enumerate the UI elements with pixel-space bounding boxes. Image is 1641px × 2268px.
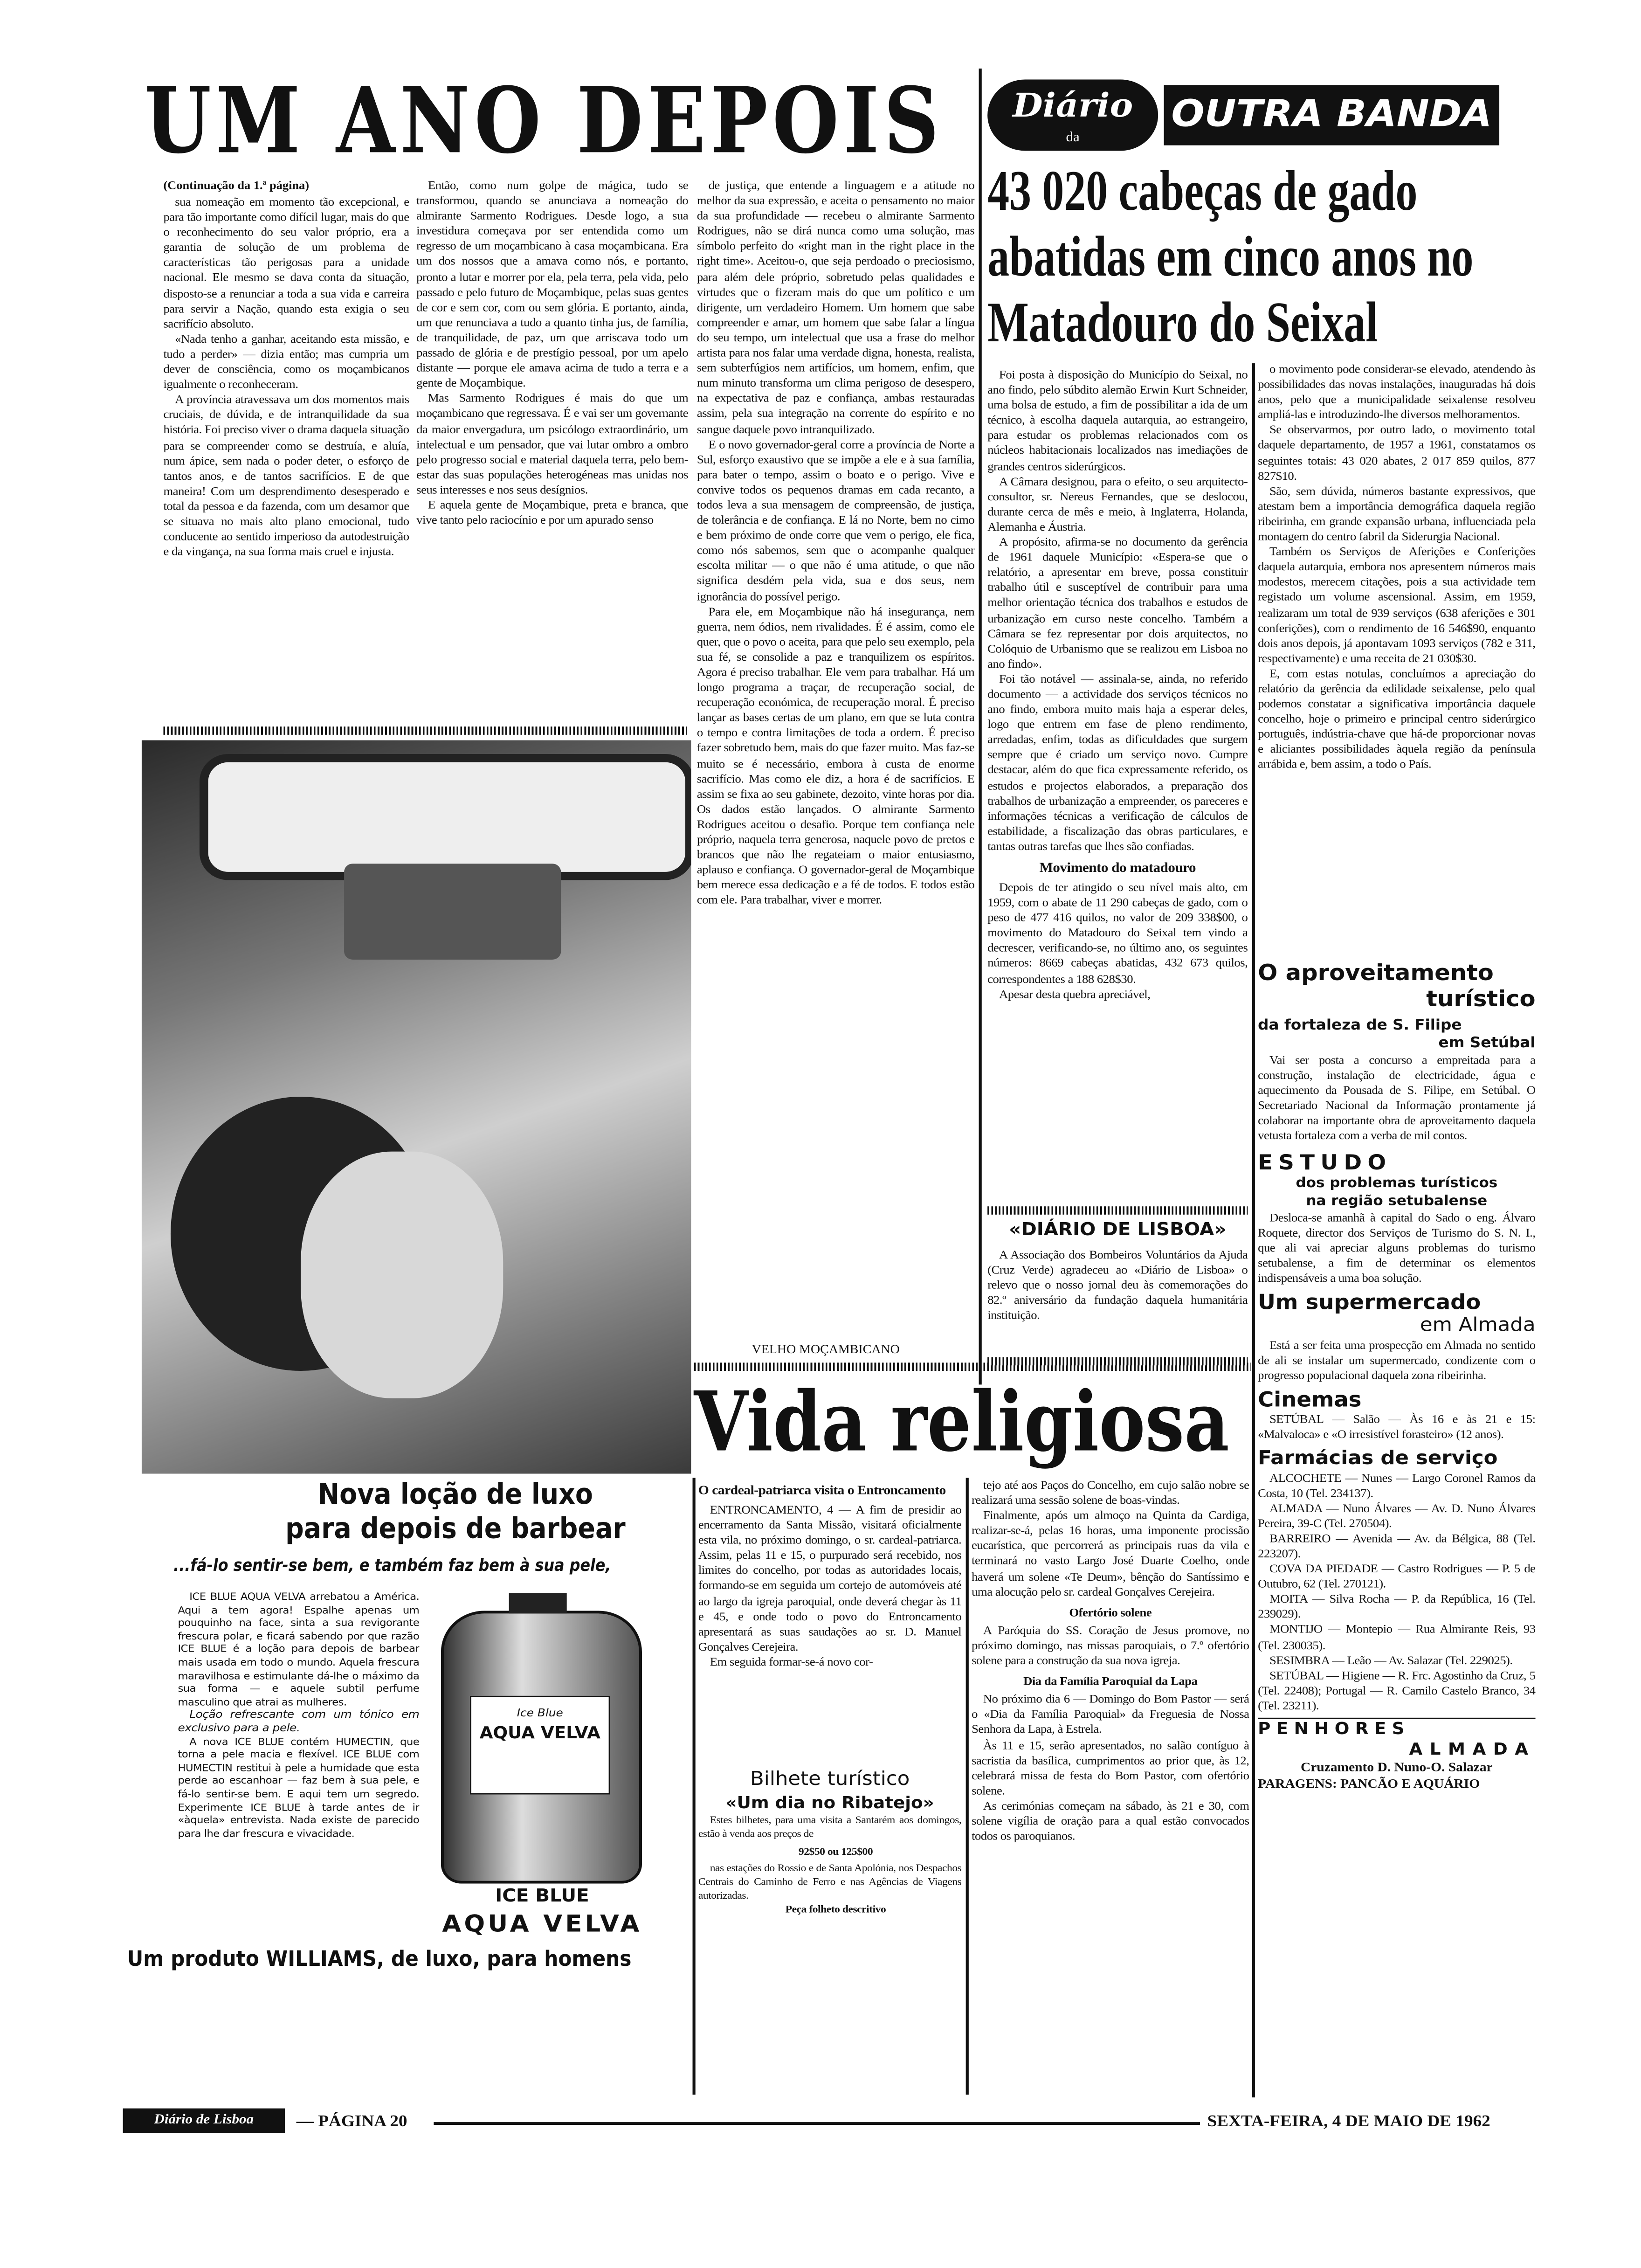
paragraph: Foi posta à disposição do Município do Seixal, no ano findo, pelo súbdito alemão Erwin Kurt Schneider, uma bolsa de estudo, a fim de possibilitar a ida de um técnico, à escolha daquela autarquia, ao estrangeiro, para estudar os problemas relacionados com os núcleos habitacionais localizados nas imediações de grandes centros siderúrgicos. xyxy=(987,367,1248,473)
paragraph: Também os Serviços de Aferições e Conferições daquela autarquia, embora nos apresentem números mais modestos, merecem citações, pois a sua actividade tem registado um volume ascensional. Assim, em 1959, realizaram um total de 939 serviços (638 aferições e 301 conferições), com o rendimento de 16 546$90, enquanto dois anos depois, já apontavam 1093 serviços (782 e 311, respectivamente) e uma receita de 21 030$30. xyxy=(1258,544,1536,665)
paragraph: Então, como num golpe de mágica, tudo se transformou, quando se anunciava a nomeação do almirante Sarmento Rodrigues. Desde logo, a sua investidura começava por ser entendida como um regresso de um moçambicano à casa moçambicana. Era um dos nossos que a amava como nós, e portanto, pronto a lutar e morrer por ela, pela terra, pela vida, pelo passado e pelo futuro de Moçambique, pelas suas gentes de cor e sem cor, com ou sem glória. E portanto, ainda, um que renunciava a tudo a quanto tinha jus, de família, de tranquilidade, de paz, um que arriscava todo um passado de glória e de prestígio pessoal, por um apelo distante — porque ele amava acima de tudo a terra e a gente de Moçambique. xyxy=(416,178,689,390)
turismo-text: Vai ser posta a concurso a empreitada para a construção, instalação de electricidade, água e aquecimento da Pousada de S. Filipe, em Setúbal. O Secretariado Nacional da Informação prontamente já colaborar na importante obra de aproveitamento daquela vetusta fortaleza com a verba de mil contos. xyxy=(1258,1052,1536,1143)
paragraph: ALCOCHETE — Nunes — Largo Coronel Ramos da Costa, 10 (Tel. 234137). xyxy=(1258,1470,1536,1500)
column-rule xyxy=(1252,363,1255,2097)
estudo-title: ESTUDO xyxy=(1258,1149,1392,1175)
penhores-line-2: PARAGENS: PANCÃO E AQUÁRIO xyxy=(1258,1778,1480,1792)
bilhete-subtitle: «Um dia no Ribatejo» xyxy=(725,1793,934,1812)
ad-paragraph: ICE BLUE AQUA VELVA arrebatou a América. Aqui a tem agora! Espalhe apenas um pouquinho na face, sinta a sua revigorante frescura polar, e ficará sabendo por que razão ICE BLUE é a loção para depois de barbear mais usada em todo o mundo. Aquela frescura maravilhosa e estimulante dá-lhe o máximo da sua forma — e aquele subtil perfume masculino que atrai as mulheres. xyxy=(178,1590,420,1708)
headline-um-ano-depois: UM ANO DEPOIS xyxy=(145,67,944,174)
turismo-subtitle-2: em Setúbal xyxy=(1438,1035,1536,1051)
paragraph: tejo até aos Paços do Concelho, em cujo salão nobre se realizará uma sessão solene de boas-vindas. xyxy=(972,1478,1249,1507)
paragraph: COVA DA PIEDADE — Castro Rodrigues — P. 5 de Outubro, 62 (Tel. 270121). xyxy=(1258,1561,1536,1590)
paragraph: sua nomeação em momento tão excepcional, e para tão importante como difícil lugar, mais do que o reconhecimento do seu valor próprio, era a garantia de solução de um problema de características tão perigosas para a unidade nacional. Ele mesmo se dava conta da situação, disposto-se a renunciar a toda a sua vida e carreira para servir a Nação, quando esta exigia o seu sacrifício absoluto. xyxy=(163,194,409,330)
estudo-subtitle-2: na região setubalense xyxy=(1306,1193,1488,1209)
supermercado-text: Está a ser feita uma prospecção em Almada no sentido de ali se instalar um supermercado, condizente com o progresso populacional daquela zona ribeirinha. xyxy=(1258,1338,1536,1383)
paragraph: MOITA — Silva Rocha — P. da República, 16 (Tel. 239029). xyxy=(1258,1592,1536,1621)
subhead-movimento-matadouro: Movimento do matadouro xyxy=(1039,861,1196,876)
seixal-col-a2-text xyxy=(987,880,1248,1002)
paragraph: Em seguida formar-se-á novo cor- xyxy=(710,1654,873,1668)
paragraph: A propósito, afirma-se no documento da gerência de 1961 daquele Município: «Espera-se que o relatório, a apresentar em breve, possa constituir trabalho útil e susceptível de contribuir para uma melhor orientação técnica dos trabalhos e estudos de urbanização em curso neste concelho. Também a Câmara se fez representar por dois arquitectos, no Colóquio de Urbanismo que se realizou em Lisboa no ano findo». xyxy=(987,534,1248,671)
vida-religiosa-headline: Vida religiosa xyxy=(694,1375,1229,1471)
ad-brand-aqua-velva: AQUA VELVA xyxy=(442,1911,642,1939)
paragraph: Apesar desta quebra apreciável, xyxy=(999,986,1151,1001)
story-title-cardeal: O cardeal-patriarca visita o Entroncamento xyxy=(698,1485,946,1499)
farmacias-list xyxy=(1258,1470,1535,1714)
supermercado-body xyxy=(1258,1338,1535,1384)
paragraph: o movimento pode considerar-se elevado, atendendo às possibilidades das novas instalações, inauguradas há dois anos, pelo que a municipalidade seixalense resolveu ampliá-las e introduzindo-lhe diversos melhoramentos. xyxy=(1258,362,1536,422)
seixal-headline: 43 020 cabeças de gado abatidas em cinco anos no Matadouro do Seixal xyxy=(987,160,1474,355)
vida-religiosa-col-d xyxy=(972,1478,1249,2102)
turismo-body xyxy=(1258,1053,1535,1144)
divider xyxy=(987,1206,1248,1215)
paragraph: E aquela gente de Moçambique, preta e branca, que vive tanto pelo raciocínio e por um apurado senso xyxy=(416,498,689,527)
penhores-line-1: Cruzamento D. Nuno-O. Salazar xyxy=(1301,1761,1493,1776)
paragraph: A Câmara designou, para o efeito, o seu arquitecto-consultor, sr. Nereus Fernandes, que se deslocou, durante cerca de mês e meio, à Inglaterra, Holanda, Alemanha e Áustria. xyxy=(987,474,1248,533)
estudo-text: Desloca-se amanhã à capital do Sado o eng. Álvaro Roquete, director dos Serviços de Turismo do S. N. I., que ali vai apreciar alguns problemas do turismo setubalense, a fim de determinar os elementos indispensáveis a uma boa solução. xyxy=(1258,1210,1536,1285)
column-rule xyxy=(979,69,981,1384)
turismo-section xyxy=(1258,960,1535,1793)
article-col-2 xyxy=(416,178,688,722)
paragraph: Mas Sarmento Rodrigues é mais do que um moçambicano que regressava. É e vai ser um governante da maior envergadura, um psicólogo extraordinário, um intelectual e um pensador, que vai lutar ombro a ombro pelo progresso social e material daquela terra, pelo bem-estar das suas populações heterogéneas mas unidas nos seus interesses e nos seus desígnios. xyxy=(416,391,689,496)
ad-tagline: ...fá-lo sentir-se bem, e também faz bem à sua pele, xyxy=(173,1554,611,1576)
turismo-title-2: turístico xyxy=(1426,985,1536,1012)
seixal-col-b xyxy=(1258,362,1535,951)
ad-brand-ice-blue: ICE BLUE xyxy=(495,1886,589,1907)
penhores-place: ALMADA xyxy=(1409,1739,1536,1759)
article-col-3 xyxy=(697,178,974,1335)
diario-lisboa-note-text xyxy=(987,1247,1248,1354)
continuation-note: (Continuação da 1.ª página) xyxy=(163,178,310,192)
supermercado-subtitle: em Almada xyxy=(1420,1314,1536,1337)
column-rule xyxy=(693,1478,695,2095)
seixal-col-a-text xyxy=(987,367,1248,854)
paragraph: Às 11 e 15, serão apresentados, no salão contíguo à sacristia da basílica, cumprimentos ao prior que, às 12, celebrará missa de festa do Bom Pastor, com ofertório solene. xyxy=(972,1737,1249,1797)
divider xyxy=(987,1357,1248,1366)
bilhete-title: Bilhete turístico xyxy=(750,1768,910,1791)
masthead-diario: Diário xyxy=(1013,85,1133,125)
footer-rule xyxy=(434,2122,1200,2124)
cinemas-title: Cinemas xyxy=(1258,1388,1362,1413)
paragraph: Para ele, em Moçambique não há insegurança, nem guerra, nem ódios, nem rivalidades. É é assim, como ele quer, que o povo o aceita, para que pelo seu exemplo, pela sua fé, se consolide a paz e tranquilizem os espíritos. Agora é preciso trabalhar. Ele vem para trabalhar. Há um longo programa a traçar, de recuperação social, de recuperação económica, de recuperação moral. É preciso lançar as bases certas de um plano, em que se luta contra o tempo e contra limitações de toda a ordem. É preciso fazer sobretudo bem, mais do que fazer muito. Mas faz-se muito se é necessário, embora à custa de enorme sacrifício. Mas como ele diz, a hora é de sacrifícios. E assim se fixa ao seu gabinete, dezoito, vinte horas por dia. Os dados estão lançados. O almirante Sarmento Rodrigues aceitou o desafio. Porque tem confiança nele próprio, naquela terra generosa, naquele povo de pretos e brancos que não lhe regateiam o maior entusiasmo, aplauso e confiança. O governador-geral de Moçambique bem merece essa dedicação e a fé de todos. E todos estão com ele. Para trabalhar, viver e morrer. xyxy=(696,604,975,907)
footer-date: SEXTA-FEIRA, 4 DE MAIO DE 1962 xyxy=(1207,2111,1490,2130)
turismo-subtitle-1: da fortaleza de S. Filipe xyxy=(1258,1017,1462,1034)
ad-body xyxy=(178,1590,419,1905)
ad-footer: Um produto WILLIAMS, de luxo, para homens xyxy=(127,1946,632,1971)
paragraph: Foi tão notável — assinala-se, ainda, no referido documento — a actividade dos serviços técnicos no ano findo, embora muito mais haja a esperar deles, logo que entrem em fase de pleno rendimento, arredadas, enfim, todas as dificuldades que surgem sempre que é criado um serviço novo. Cumpre destacar, além do que fica expressamente referido, os estudos e projectos elaborados, a preparação dos trabalhos de urbanização a empreender, os pareceres e informações técnicas a verificação de cálculos de estabilidade, a fiscalização das obras particulares, e tantas outras tarefas que lhes são confiadas. xyxy=(987,671,1248,853)
column-rule xyxy=(966,1478,968,2095)
farmacias-title: Farmácias de serviço xyxy=(1258,1447,1498,1469)
paragraph: As cerimónias começam na sábado, às 21 e 30, com solene vigília de oração para a qual estão convocados todos os paroquianos. xyxy=(972,1798,1249,1843)
paragraph: de justiça, que entende a linguagem e a atitude no melhor da sua expressão, e aceita o pensamento no maior da sua profundidade — recebeu o almirante Sarmento Rodrigues, não se dirá nunca como uma solução, mas símbolo perfeito do «right man in the right place in the right time». Aceitou-o, que seja perdoado o preciosismo, para além dele próprio, sobretudo pelas qualidades e virtudes que o fizeram mais do que um político e um dirigente, um verdadeiro Homem. Um homem que sabe compreender e amar, um homem que sabe falar a língua do seu tempo, um intelectual que usa a frase do melhor artista para nos falar uma verdade digna, honesta, realista, sem subterfúgios nem artifícios, um homem, enfim, que num minuto transforma um clima perigoso de desespero, na expectativa de paz e confiança, ambas restauradas assim, pela sua integração na corrente do espírito e no sangue daquele povo intranquilizado. xyxy=(696,178,975,436)
estudo-subtitle-1: dos problemas turísticos xyxy=(1296,1175,1498,1191)
paragraph: BARREIRO — Avenida — Av. da Bélgica, 88 (Tel. 223207). xyxy=(1258,1531,1536,1560)
cinemas-text: SETÚBAL — Salão — Às 16 e às 21 e 15: «Malvaloca» e «O irresistível forasteiro» (12 anos). xyxy=(1258,1412,1536,1442)
paragraph: Finalmente, após um almoço na Quinta da Cardiga, realizar-se-á, pelas 16 horas, uma imponente procissão eucarística, que percorrerá as principais ruas da vila e terminará no vasto Largo José Duarte Coelho, onde haverá um solene «Te Deum», bênção do Santíssimo e uma alocução pelo sr. cardeal Gonçalves Cerejeira. xyxy=(972,1508,1249,1598)
paragraph: «Nada tenho a ganhar, aceitando esta missão, e tudo a perder» — dizia então; mas cumpria um dever de consciência, como os moçambicanos igualmente o reconheceram. xyxy=(163,332,409,391)
paragraph: Se observarmos, por outro lado, o movimento total daquele departamento, de 1957 a 1961, constatamos os seguintes totais: 43 020 abates, 2 017 859 quilos, 877 827$10. xyxy=(1258,422,1536,482)
diario-lisboa-note-title: «DIÁRIO DE LISBOA» xyxy=(1009,1220,1227,1241)
bilhete-body xyxy=(698,1814,961,1916)
supermercado-title: Um supermercado xyxy=(1258,1290,1481,1315)
bilhete-cta: Peça folheto descritivo xyxy=(785,1902,886,1915)
note-paragraph: A Associação dos Bombeiros Voluntários da Ajuda (Cruz Verde) agradeceu ao «Diário de Lisboa» o relevo que o nosso jornal deu às comemorações do 82.º aniversário da fundação daquela humanitária instituição. xyxy=(987,1247,1248,1322)
bilhete-text: Estes bilhetes, para uma visita a Santarém aos domingos, estão à venda aos preços de xyxy=(698,1813,962,1839)
paragraph: E, com estas notulas, concluímos a apreciação do relatório da gerência da edilidade seixalense, pelo qual podemos constatar a significativa importância daquele concelho, hoje o primeiro e principal centro siderúrgico português, indústria-chave que há-de proporcionar novas e aliciantes possibilidades àquela região da península arrábida e, bem assim, a todo o País. xyxy=(1258,666,1536,771)
penhores-title: PENHORES xyxy=(1258,1718,1535,1740)
vida-religiosa-col-c xyxy=(698,1478,961,1738)
photo-smiling-woman-in-car xyxy=(142,740,691,1474)
aqua-velva-bottle xyxy=(441,1611,642,1884)
paragraph: Depois de ter atingido o seu nível mais alto, em 1959, com o abate de 11 290 cabeças de gado, com o peso de 477 416 quilos, no valor de 209 338$00, o movimento do Matadouro do Seixal tem vindo a decrescer, verificando-se, no último ano, os seguintes números: 8669 cabeças abatidas, 432 673 quilos, correspondentes a 188 628$30. xyxy=(987,880,1248,985)
bottle-label-aqua-velva: AQUA VELVA xyxy=(479,1723,600,1742)
bilhete-prices: 92$50 ou 125$00 xyxy=(798,1845,873,1857)
paragraph: E o novo governador-geral corre a província de Norte a Sul, esforço exaustivo que se impõe a ele e à sua família, para bater o tempo, assim o boato e o perigo. Vive e convive todos os pequenos dramas em cada recanto, a todos leva a sua mensagem de compreensão, de justiça, de tolerância e de confiança. E lá no Norte, bem no cimo e bem próximo de onde corre que vem o perigo, ele fica, como nós sabemos, sem que o acompanhe qualquer escolta militar — o que não é uma atitude, o que não significa desdém pela vida, sua e dos seus, nem ignorância do possível perigo. xyxy=(696,436,975,603)
footer-logo-diario-de-lisboa: Diário de Lisboa xyxy=(123,2109,285,2133)
article-signature: VELHO MOÇAMBICANO xyxy=(752,1342,900,1356)
ad-paragraph: Loção refrescante com um tónico em exclusivo para a pele. xyxy=(178,1708,420,1734)
turismo-title-1: O aproveitamento xyxy=(1258,960,1494,986)
ad-title xyxy=(217,1478,694,1546)
masthead-diario-logo xyxy=(987,80,1158,151)
story-title-ofertorio: Ofertório solene xyxy=(1069,1605,1152,1619)
story-title-lapa: Dia da Família Paroquial da Lapa xyxy=(1023,1674,1198,1688)
estudo-body xyxy=(1258,1210,1535,1286)
ad-paragraph: A nova ICE BLUE contém HUMECTIN, que torna a pele macia e flexível. ICE BLUE com HUMECTIN restitui à pele a humidade que esta perde ao escanhoar — faz bem à sua pele, e fá-lo sentir-se bem. E aqui tem um segredo. Experimente ICE BLUE à tarde antes de ir «àquela» entrevista. Nada existe de parecido para lhe dar frescura e vivacidade. xyxy=(178,1735,420,1839)
paragraph: ALMADA — Nuno Álvares — Av. D. Nuno Álvares Pereira, 39-C (Tel. 270504). xyxy=(1258,1500,1536,1530)
seixal-col-a xyxy=(987,367,1248,1203)
paragraph: SESIMBRA — Leão — Av. Salazar (Tel. 229025). xyxy=(1269,1653,1513,1666)
footer-page-number: — PÁGINA 20 xyxy=(296,2111,407,2130)
story-lapa-text xyxy=(972,1692,1249,1844)
bilhete-text-2: nas estações do Rossio e de Santa Apolónia, nos Despachos Centrais do Caminho de Ferro e nas Agências de Viagens autorizadas. xyxy=(698,1862,962,1902)
divider xyxy=(163,726,687,735)
cinemas-body xyxy=(1258,1412,1535,1443)
article-col-1 xyxy=(163,194,409,722)
paragraph: MONTIJO — Montepio — Rua Almirante Reis, 93 (Tel. 230035). xyxy=(1258,1622,1536,1652)
paragraph: A província atravessava um dos momentos mais cruciais, de dúvida, e de intranquilidade da sua história. Foi preciso viver o drama daquela situação para se compreender como se destruía, e aluía, num ápice, sem nada o poder deter, o esforço de tantos anos, e de tantos sacrifícios. E de que maneira! Com um desprendimento desesperado e total da pessoa e da fazenda, com um desamor que se situava no mais alto plano emocional, tudo conducente ao sentido imperioso da autodestruição e da vingança, na sua forma mais cruel e injusta. xyxy=(163,392,409,559)
ad-title-line-2: para depois de barbear xyxy=(285,1512,626,1545)
story-ofertorio-text: A Paróquia do SS. Coração de Jesus promove, no próximo domingo, nas missas paroquiais, o 7.º ofertório solene para a construção da sua nova igreja. xyxy=(972,1623,1249,1667)
paragraph: ENTRONCAMENTO, 4 — A fim de presidir ao encerramento da Santa Missão, visitará oficialmente esta vila, no próximo domingo, o sr. cardeal-patriarca. Assim, pelas 11 e 15, o purpurado será recebido, nos limites do concelho, por todas as autoridades locais, formando-se em seguida um cortejo de automóveis até ao largo da igreja paroquial, onde deverá chegar às 11 e 45, e onde todo o povo do Entroncamento apresentará as suas saudações ao sr. D. Manuel Gonçalves Cerejeira. xyxy=(698,1502,962,1653)
bilhete-box xyxy=(698,1769,961,1916)
paragraph: São, sem dúvida, números bastante expressivos, que atestam bem a importância demográfica daquela região ribeirinha, em grande expansão urbana, influenciada pela montagem do centro fabril da Siderurgia Nacional. xyxy=(1258,484,1536,543)
paragraph: No próximo dia 6 — Domingo do Bom Pastor — será o «Dia da Família Paroquial» da Freguesia de Nossa Senhora da Lapa, à Estrela. xyxy=(972,1692,1249,1736)
story-cardeal-text xyxy=(698,1502,961,1670)
ad-title-line-1: Nova loção de luxo xyxy=(317,1478,593,1511)
masthead-da: da xyxy=(1066,130,1080,145)
masthead-section-outra-banda: OUTRA BANDA xyxy=(1164,85,1500,145)
bottle-label-ice-blue: Ice Blue xyxy=(517,1707,563,1719)
story-cardeal-text-cont xyxy=(972,1478,1249,1599)
paragraph: SETÚBAL — Higiene — R. Frc. Agostinho da Cruz, 5 (Tel. 22408); Portugal — R. Camilo Castelo Branco, 34 (Tel. 23211). xyxy=(1258,1668,1536,1712)
